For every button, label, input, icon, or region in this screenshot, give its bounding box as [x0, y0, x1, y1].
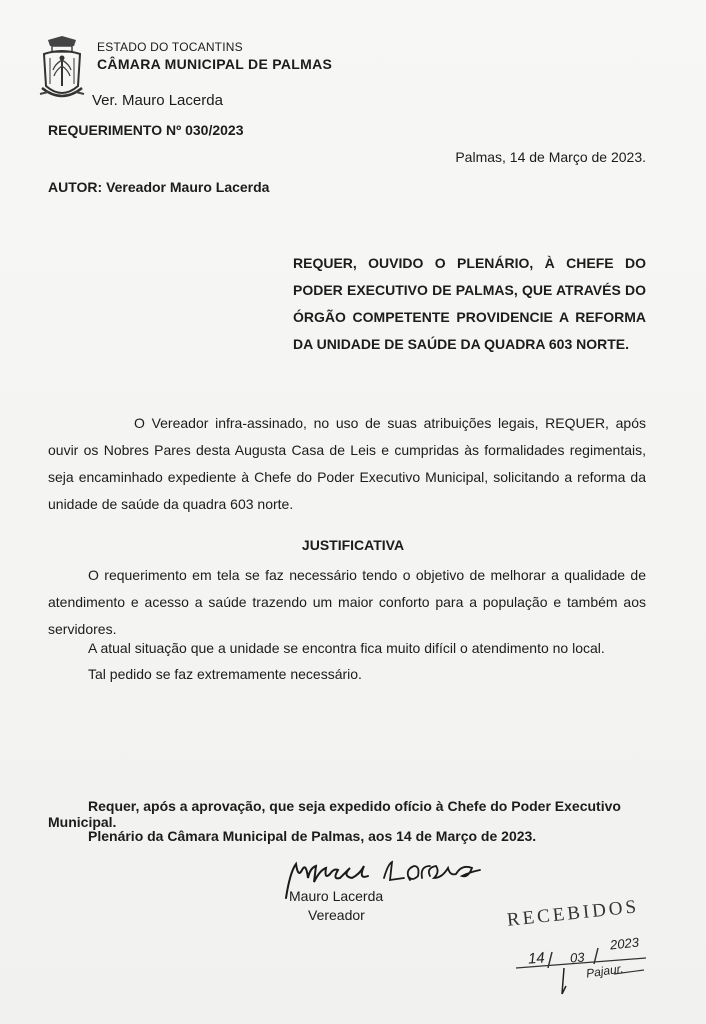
- header-councilor: Ver. Mauro Lacerda: [92, 92, 223, 109]
- ementa: REQUER, OUVIDO O PLENÁRIO, À CHEFE DO PODER EXECUTIVO DE PALMAS, QUE ATRAVÉS DO ÓRGÃO COMPETENTE PROVIDENCIE A REFORMA DA UNIDADE DE SAÚDE DA QUADRA 603 NORTE.: [293, 255, 646, 352]
- closing-plenary: Plenário da Câmara Municipal de Palmas, aos 14 de Março de 2023.: [88, 828, 537, 844]
- stamp-title: RECEBIDOS: [506, 896, 641, 931]
- header-state: ESTADO DO TOCANTINS: [97, 40, 243, 54]
- received-stamp: [506, 896, 656, 996]
- signer-role: Vereador: [308, 907, 365, 923]
- body-paragraph: O Vereador infra-assinado, no uso de suas atribuições legais, REQUER, após ouvir os Nobres Pares desta Augusta Casa de Leis e cumpridas às formalidades regimentais, seja encaminhado expediente à Chefe do Poder Executivo Municipal, solicitando a reforma da unidade de saúde da quadra 603 norte.: [48, 415, 646, 512]
- stamp-month: 03: [569, 949, 585, 966]
- requirement-number: REQUERIMENTO Nº 030/2023: [48, 122, 244, 138]
- justification-title: JUSTIFICATIVA: [301, 537, 405, 553]
- header-chamber: CÂMARA MUNICIPAL DE PALMAS: [97, 56, 333, 72]
- stamp-year: 2023: [609, 934, 640, 953]
- justification-paragraph-1: O requerimento em tela se faz necessário tendo o objetivo de melhorar a qualidade de atendimento e acesso a saúde trazendo um maior conforto para a população e também aos servidores.: [48, 567, 646, 637]
- stamp-initials: Pajaur.: [585, 961, 625, 981]
- stamp-day: 14: [527, 949, 546, 968]
- author-line: AUTOR: Vereador Mauro Lacerda: [48, 179, 270, 195]
- closing-request: Requer, após a aprovação, que seja expedido ofício à Chefe do Poder Executivo Municipal.: [48, 798, 621, 830]
- date-line: Palmas, 14 de Março de 2023.: [455, 149, 646, 165]
- justification-paragraph-3: Tal pedido se faz extremamente necessário.: [88, 666, 362, 682]
- chamber-crest-icon: [38, 34, 86, 106]
- signer-name: Mauro Lacerda: [289, 888, 384, 904]
- justification-paragraph-2: A atual situação que a unidade se encontra fica muito difícil o atendimento no local.: [88, 640, 605, 656]
